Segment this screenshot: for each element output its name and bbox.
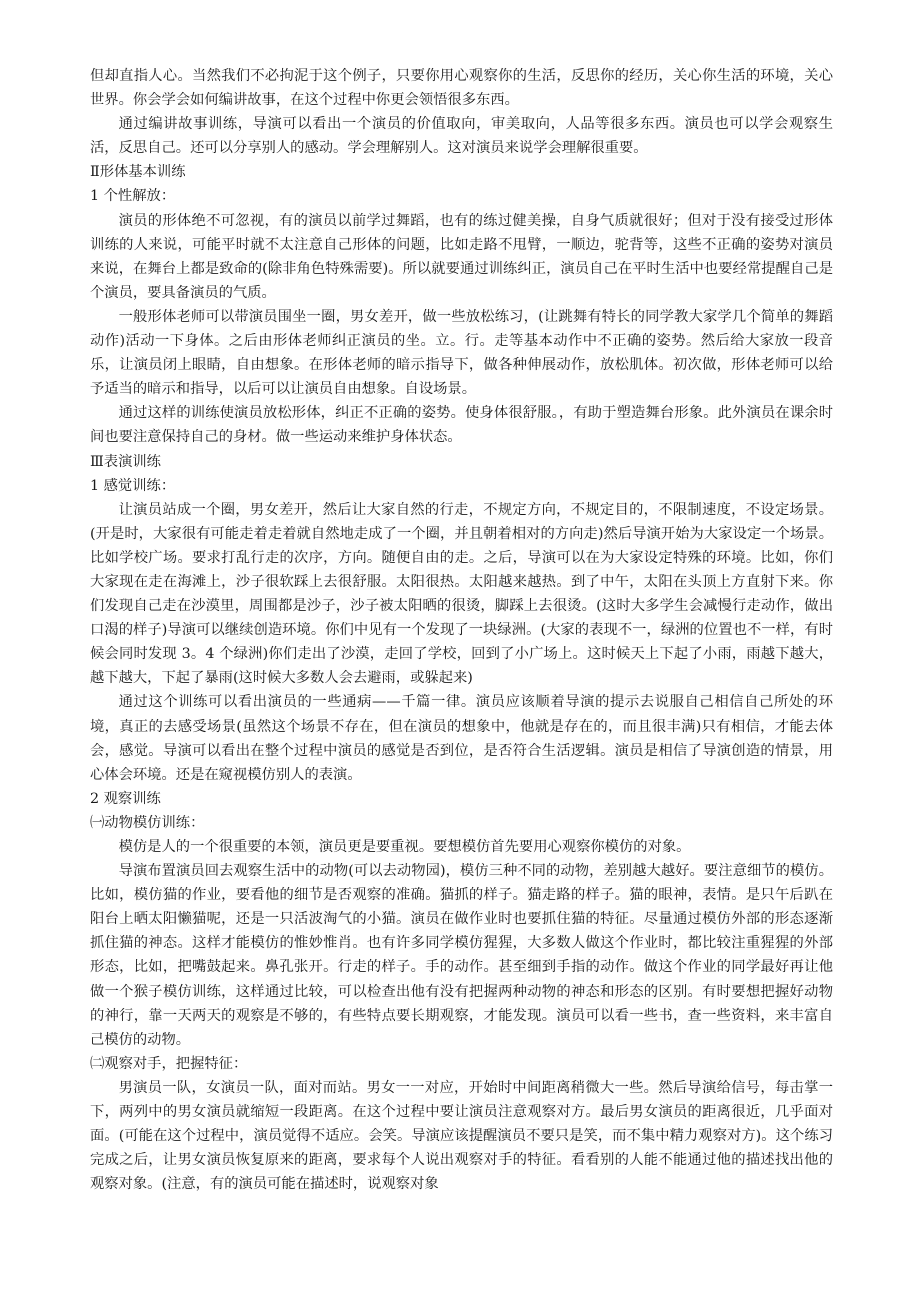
paragraph: 男演员一队，女演员一队，面对而站。男女一一对应，开始时中间距离稍微大一些。然后导演给信号，每击掌一下，两列中的男女演员就缩短一段距离。在这个过程中要让演员注意观察对方。最后男女演员的距离很近，几乎面对面。(可能在这个过程中，演员觉得不适应。会笑。导演应该提醒演员不要只是笑，而不集中精力观察对方)。这个练习完成之后，让男女演员恢复原来的距离，要求每个人说出观察对手的特征。看看别的人能不能通过他的描述找出他的观察对象。(注意，有的演员可能在描述时，说观察对象 <box>90 1079 833 1193</box>
section-heading: Ⅲ表演训练 <box>90 453 161 470</box>
subsection-heading: 1 个性解放： <box>90 188 176 205</box>
paragraph: 通过这个训练可以看出演员的一些通病——千篇一律。演员应该顺着导演的提示去说服自己相信自己所处的环境，真正的去感受场景(虽然这个场景不存在，但在演员的想象中，他就是存在的，而且很丰满)只有相信，才能去体会，感觉。导演可以看出在整个过程中演员的感觉是否到位，是否符合生活逻辑。演员是相信了导演创造的情景，用心体会环境。还是在窥视模仿别人的表演。 <box>90 694 833 783</box>
subsection-heading: ㈡观察对手，把握特征： <box>90 1055 248 1072</box>
paragraph: 通过这样的训练使演员放松形体，纠正不正确的姿势。使身体很舒服。，有助于塑造舞台形象。此外演员在课余时间也要注意保持自己的身材。做一些运动来维护身体状态。 <box>90 405 833 446</box>
subsection-heading: 1 感觉训练： <box>90 477 176 494</box>
paragraph: 让演员站成一个圈，男女差开，然后让大家自然的行走，不规定方向，不规定目的，不限制速度，不设定场景。(开是时，大家很有可能走着走着就自然地走成了一个圈，并且朝着相对的方向走)然后导演开始为大家设定一个场景。比如学校广场。要求打乱行走的次序，方向。随便自由的走。之后，导演可以在为大家设定特殊的环境。比如，你们大家现在走在海滩上，沙子很软踩上去很舒服。太阳很热。太阳越来越热。到了中午，太阳在头顶上方直射下来。你们发现自己走在沙漠里，周围都是沙子，沙子被太阳晒的很烫，脚踩上去很烫。(这时大多学生会减慢行走动作，做出口渴的样子)导演可以继续创造环境。你们中见有一个发现了一块绿洲。(大家的表现不一，绿洲的位置也不一样，有时候会同时发现 3。4 个绿洲)你们走出了沙漠，走回了学校，回到了小广场上。这时候天上下起了小雨，雨越下越大，越下越大，下起了暴雨(这时候大多数人会去避雨，或躲起来) <box>90 501 833 687</box>
paragraph: 但却直指人心。当然我们不必拘泥于这个例子，只要你用心观察你的生活，反思你的经历，关心你生活的环境，关心世界。你会学会如何编讲故事，在这个过程中你更会领悟很多东西。 <box>90 68 833 109</box>
paragraph: 导演布置演员回去观察生活中的动物(可以去动物园)，模仿三种不同的动物，差别越大越好。要注意细节的模仿。比如，模仿猫的作业，要看他的细节是否观察的准确。猫抓的样子。猫走路的样子。猫的眼神，表情。是只午后趴在阳台上晒太阳懒猫呢，还是一只活波淘气的小猫。演员在做作业时也要抓住猫的特征。尽量通过模仿外部的形态逐渐抓住猫的神态。这样才能模仿的惟妙惟肖。也有许多同学模仿猩猩，大多数人做这个作业时，都比较注重猩猩的外部形态，比如，把嘴鼓起来。鼻孔张开。行走的样子。手的动作。甚至细到手指的动作。做这个作业的同学最好再让他做一个猴子模仿训练，这样通过比较，可以检查出他有没有把握两种动物的神态和形态的区别。有时要想把握好动物的神行，靠一天两天的观察是不够的，有些特点要长期观察，才能发现。演员可以看一些书，查一些资料，来丰富自己模仿的动物。 <box>90 863 833 1048</box>
subsection-heading: 2 观察训练 <box>90 790 161 807</box>
paragraph: 模仿是人的一个很重要的本领，演员更是要重视。要想模仿首先要用心观察你模仿的对象。 <box>118 839 691 855</box>
paragraph: 通过编讲故事训练，导演可以看出一个演员的价值取向，审美取向，人品等很多东西。演员也可以学会观察生活，反思自己。还可以分享别人的感动。学会理解别人。这对演员来说学会理解很重要。 <box>90 116 833 157</box>
document-page <box>90 64 833 1196</box>
section-heading: Ⅱ形体基本训练 <box>90 164 186 181</box>
subsection-heading: ㈠动物模仿训练： <box>90 814 205 831</box>
paragraph: 演员的形体绝不可忽视，有的演员以前学过舞蹈，也有的练过健美操，自身气质就很好；但对于没有接受过形体训练的人来说，可能平时就不太注意自己形体的问题，比如走路不甩臂，一顺边，驼背等，这些不正确的姿势对演员来说，在舞台上都是致命的(除非角色特殊需要)。所以就要通过训练纠正，演员自己在平时生活中也要经常提醒自己是个演员，要具备演员的气质。 <box>90 212 833 301</box>
paragraph: 一般形体老师可以带演员围坐一圈，男女差开，做一些放松练习，(让跳舞有特长的同学教大家学几个简单的舞蹈动作)活动一下身体。之后由形体老师纠正演员的坐。立。行。走等基本动作中不正确的姿势。然后给大家放一段音乐，让演员闭上眼睛，自由想象。在形体老师的暗示指导下，做各种伸展动作，放松肌体。初次做，形体老师可以给予适当的暗示和指导，以后可以让演员自由想象。自设场景。 <box>90 308 833 398</box>
